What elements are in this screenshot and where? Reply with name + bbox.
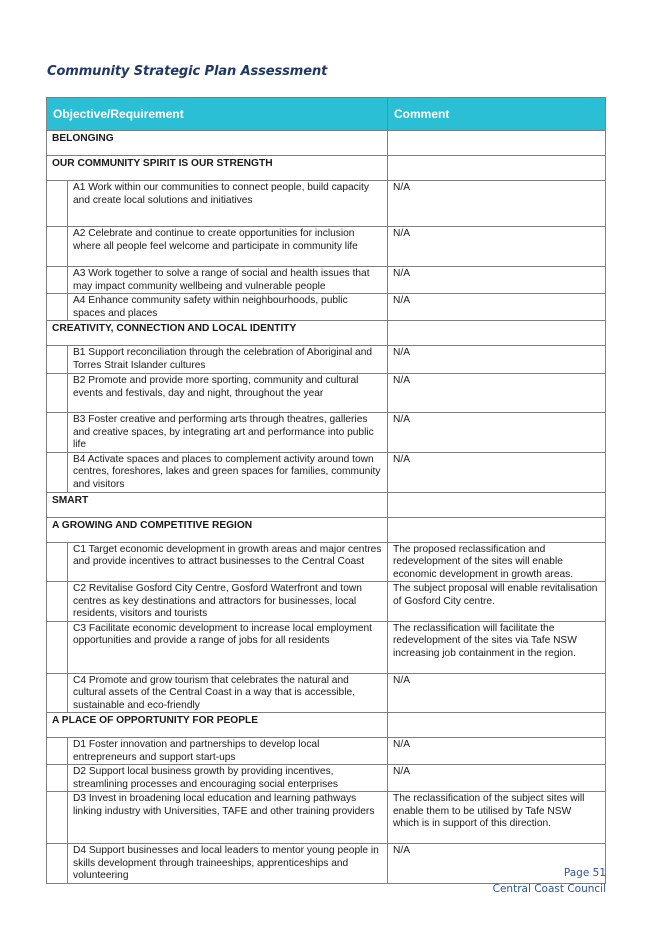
indent-cell — [47, 227, 68, 267]
objective-cell: A2 Celebrate and continue to create opportunities for inclusion where all people feel welcome and participate in community life — [68, 227, 388, 267]
page-number: Page 51 — [563, 867, 606, 879]
table-row — [47, 227, 606, 267]
section-heading: BELONGING — [47, 131, 388, 156]
comment-cell: The reclassification will facilitate the redevelopment of the sites via Tafe NSW increasing job containment in the region. — [388, 621, 606, 673]
section-comment-cell — [388, 492, 606, 517]
section-heading: A GROWING AND COMPETITIVE REGION — [47, 517, 388, 542]
comment-cell: The reclassification of the subject sites will enable them to be utilised by Tafe NSW which is in support of this direction. — [388, 792, 606, 844]
table-row — [47, 413, 606, 453]
section-comment-cell — [388, 321, 606, 346]
comment-cell: N/A — [388, 227, 606, 267]
section-heading: A PLACE OF OPPORTUNITY FOR PEOPLE — [47, 713, 388, 738]
section-comment-cell — [388, 131, 606, 156]
objective-cell: A1 Work within our communities to connect people, build capacity and create local solutions and initiatives — [68, 181, 388, 227]
comment-cell: N/A — [388, 413, 606, 453]
indent-cell — [47, 413, 68, 453]
indent-cell — [47, 267, 68, 294]
table-row — [47, 765, 606, 792]
indent-cell — [47, 374, 68, 413]
indent-cell — [47, 673, 68, 713]
table-row — [47, 844, 606, 884]
indent-cell — [47, 844, 68, 884]
table-row — [47, 346, 606, 374]
objective-cell: D3 Invest in broadening local education and learning pathways linking industry with Universities, TAFE and other training providers — [68, 792, 388, 844]
objective-cell: A3 Work together to solve a range of social and health issues that may impact community wellbeing and vulnerable people — [68, 267, 388, 294]
objective-cell: D2 Support local business growth by providing incentives, streamlining processes and encouraging social enterprises — [68, 765, 388, 792]
comment-cell: N/A — [388, 452, 606, 492]
section-heading: SMART — [47, 492, 388, 517]
objective-cell: B2 Promote and provide more sporting, community and cultural events and festivals, day and night, throughout the year — [68, 374, 388, 413]
section-row — [47, 517, 606, 542]
assessment-table — [46, 97, 606, 884]
table-row — [47, 452, 606, 492]
indent-cell — [47, 792, 68, 844]
section-heading: CREATIVITY, CONNECTION AND LOCAL IDENTITY — [47, 321, 388, 346]
section-comment-cell — [388, 517, 606, 542]
section-comment-cell — [388, 713, 606, 738]
indent-cell — [47, 181, 68, 227]
section-heading: OUR COMMUNITY SPIRIT IS OUR STRENGTH — [47, 156, 388, 181]
objective-cell: C4 Promote and grow tourism that celebrates the natural and cultural assets of the Central Coast in a way that is accessible, sustainable and eco-friendly — [68, 673, 388, 713]
header-comment: Comment — [388, 98, 606, 131]
objective-cell: B3 Foster creative and performing arts through theatres, galleries and creative spaces, by integrating art and performance into public life — [68, 413, 388, 453]
objective-cell: D4 Support businesses and local leaders to mentor young people in skills development through traineeships, apprenticeships and volunteering — [68, 844, 388, 884]
indent-cell — [47, 582, 68, 622]
section-row — [47, 131, 606, 156]
table-row — [47, 738, 606, 765]
indent-cell — [47, 452, 68, 492]
page-title: Community Strategic Plan Assessment — [47, 64, 328, 79]
indent-cell — [47, 542, 68, 582]
comment-cell: N/A — [388, 765, 606, 792]
table-header-row — [47, 98, 606, 131]
section-row — [47, 492, 606, 517]
objective-cell: D1 Foster innovation and partnerships to develop local entrepreneurs and support start-ups — [68, 738, 388, 765]
comment-cell: N/A — [388, 267, 606, 294]
indent-cell — [47, 738, 68, 765]
comment-cell: N/A — [388, 844, 606, 884]
objective-cell: C3 Facilitate economic development to increase local employment opportunities and provide a range of jobs for all residents — [68, 621, 388, 673]
indent-cell — [47, 346, 68, 374]
table-row — [47, 673, 606, 713]
table-row — [47, 374, 606, 413]
table-row — [47, 621, 606, 673]
comment-cell: N/A — [388, 738, 606, 765]
table-row — [47, 294, 606, 321]
objective-cell: B4 Activate spaces and places to complement activity around town centres, foreshores, lakes and green spaces for families, community and visitors — [68, 452, 388, 492]
comment-cell: N/A — [388, 374, 606, 413]
objective-cell: B1 Support reconciliation through the celebration of Aboriginal and Torres Strait Islander cultures — [68, 346, 388, 374]
table-row — [47, 542, 606, 582]
objective-cell: A4 Enhance community safety within neighbourhoods, public spaces and places — [68, 294, 388, 321]
comment-cell: N/A — [388, 346, 606, 374]
comment-cell: N/A — [388, 294, 606, 321]
indent-cell — [47, 621, 68, 673]
table-row — [47, 267, 606, 294]
comment-cell: N/A — [388, 181, 606, 227]
organisation-name: Central Coast Council — [492, 883, 606, 895]
comment-cell: The subject proposal will enable revitalisation of Gosford City centre. — [388, 582, 606, 622]
table-row — [47, 792, 606, 844]
table-row — [47, 181, 606, 227]
objective-cell: C2 Revitalise Gosford City Centre, Gosford Waterfront and town centres as key destinations and attractors for businesses, local residents, visitors and tourists — [68, 582, 388, 622]
header-objective: Objective/Requirement — [47, 98, 388, 131]
section-comment-cell — [388, 156, 606, 181]
objective-cell: C1 Target economic development in growth areas and major centres and provide incentives to attract businesses to the Central Coast — [68, 542, 388, 582]
indent-cell — [47, 294, 68, 321]
comment-cell: N/A — [388, 673, 606, 713]
indent-cell — [47, 765, 68, 792]
table-row — [47, 582, 606, 622]
section-row — [47, 713, 606, 738]
section-row — [47, 156, 606, 181]
comment-cell: The proposed reclassification and redevelopment of the sites will enable economic development in growth areas. — [388, 542, 606, 582]
section-row — [47, 321, 606, 346]
